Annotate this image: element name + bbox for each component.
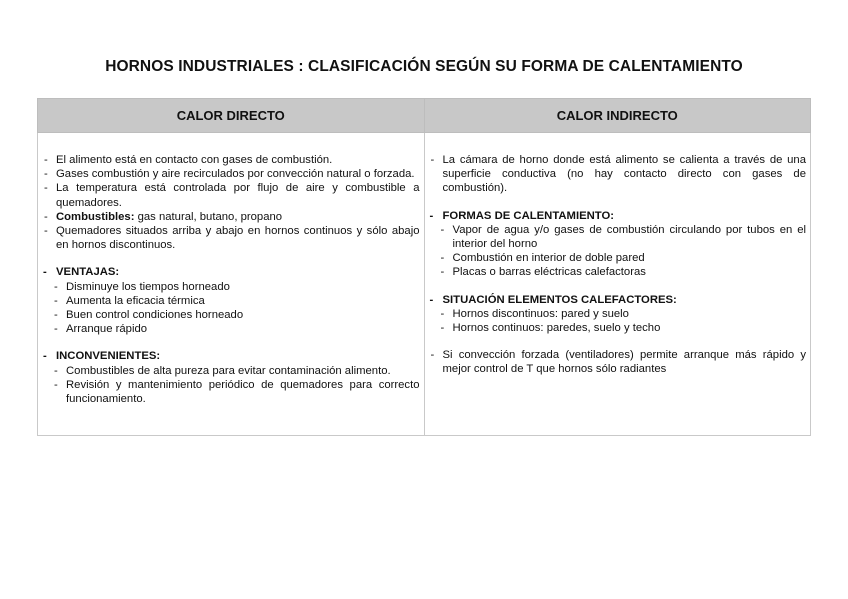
page-title: HORNOS INDUSTRIALES : CLASIFICACIÓN SEGÚN SU FORMA DE CALENTAMIENTO: [105, 58, 743, 75]
fuel-label: Combustibles:: [56, 210, 135, 223]
table-body-row: [38, 133, 811, 436]
list-item-note: - Si convección forzada (ventiladores) permite arranque más rápido y mejor control de T que hornos sólo radiantes: [429, 348, 807, 376]
situacion-heading: - SITUACIÓN ELEMENTOS CALEFACTORES:: [429, 293, 807, 307]
forma-item: - Combustión en interior de doble pared: [429, 251, 807, 265]
ventaja-item: - Aumenta la eficacia térmica: [42, 294, 420, 308]
inconvenientes-heading: - INCONVENIENTES:: [42, 349, 420, 363]
calor-indirecto-cell: [424, 133, 811, 436]
forma-item: - Placas o barras eléctricas calefactoras: [429, 265, 807, 279]
formas-heading: - FORMAS DE CALENTAMIENTO:: [429, 209, 807, 223]
inconveniente-item: - Revisión y mantenimiento periódico de quemadores para correcto funcionamiento.: [42, 378, 420, 406]
list-item: - La temperatura está controlada por flujo de aire y combustible a quemadores.: [42, 181, 420, 209]
list-item: - Gases combustión y aire recirculados por convección natural o forzada.: [42, 167, 420, 181]
calor-directo-cell: [38, 133, 425, 436]
header-calor-indirecto: CALOR INDIRECTO: [424, 99, 811, 133]
situacion-item: - Hornos continuos: paredes, suelo y techo: [429, 321, 807, 335]
inconveniente-item: - Combustibles de alta pureza para evitar contaminación alimento.: [42, 364, 420, 378]
situacion-item: - Hornos discontinuos: pared y suelo: [429, 307, 807, 321]
list-item-fuel: [42, 210, 420, 224]
header-calor-directo: CALOR DIRECTO: [38, 99, 425, 133]
ventajas-heading: - VENTAJAS:: [42, 265, 420, 279]
ventaja-item: - Arranque rápido: [42, 322, 420, 336]
list-item: - El alimento está en contacto con gases de combustión.: [42, 153, 420, 167]
ventaja-item: - Buen control condiciones horneado: [42, 308, 420, 322]
forma-item: - Vapor de agua y/o gases de combustión circulando por tubos en el interior del horno: [429, 223, 807, 251]
table-header-row: [38, 99, 811, 133]
fuel-value: gas natural, butano, propano: [134, 210, 283, 223]
ventaja-item: - Disminuye los tiempos horneado: [42, 280, 420, 294]
list-item: - Quemadores situados arriba y abajo en hornos continuos y sólo abajo en hornos discontinuos.: [42, 224, 420, 252]
list-item: - La cámara de horno donde está alimento se calienta a través de una superficie conductiva (no hay contacto directo con gases de combustión).: [429, 153, 807, 196]
classification-table: [37, 98, 811, 436]
